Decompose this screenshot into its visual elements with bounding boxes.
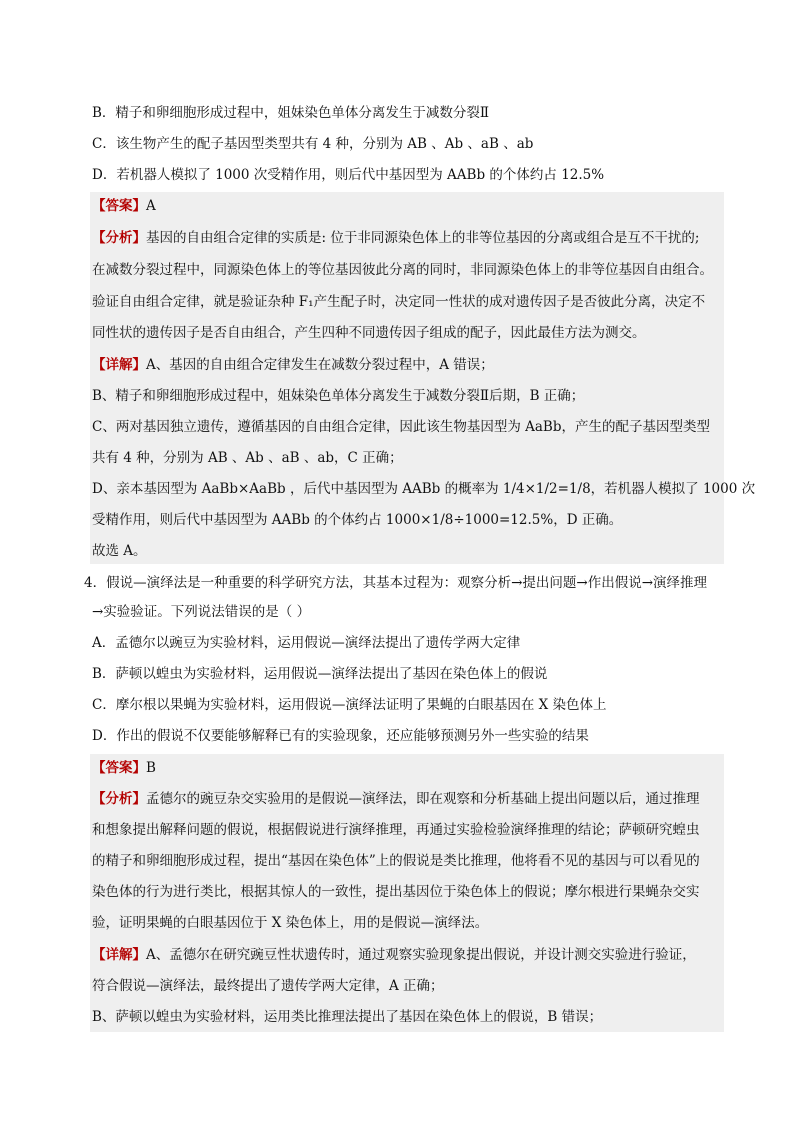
analysis-text: 验证自由组合定律，就是验证杂种 F₁产生配子时，决定同一性状的成对遗传因子是否彼此分离，决定不 [92, 294, 706, 310]
analysis-line [92, 227, 699, 249]
analysis-text: 在减数分裂过程中，同源染色体上的等位基因彼此分离的同时，非同源染色体上的非等位基因自由组合。 [92, 262, 713, 278]
q4-option-b: B．萨顿以蝗虫为实验材料，运用假说—演绎法提出了基因在染色体上的假说 [92, 666, 548, 682]
detail-text: B、萨顿以蝗虫为实验材料，运用类比推理法提出了基因在染色体上的假说，B 错误； [92, 1009, 603, 1025]
answer-value: A [146, 198, 156, 214]
option-d: D．若机器人模拟了 1000 次受精作用，则后代中基因型为 AABb 的个体约占 12.5% [92, 167, 605, 183]
analysis-tag: 【分析】 [92, 791, 146, 807]
analysis-text: 染色体的行为进行类比，根据其惊人的一致性，提出基因位于染色体上的假说；摩尔根进行果蝇杂交实 [92, 884, 700, 900]
detail-text: 故选 A。 [92, 543, 147, 559]
answer-line [92, 195, 156, 217]
detail-line [92, 354, 494, 376]
detail-text: 共有 4 种，分别为 AB 、Ab 、aB 、ab，C 正确； [92, 450, 403, 466]
q4-analysis-line [92, 788, 700, 810]
detail-text: A、孟德尔在研究豌豆性状遗传时，通过观察实验现象提出假说，并设计测交实验进行验证， [146, 947, 696, 963]
q4-answer-line [92, 757, 156, 779]
detail-text: C、两对基因独立遗传，遵循基因的自由组合定律，因此该生物基因型为 AaBb，产生的配子基因型类型 [92, 419, 710, 435]
detail-text: 符合假说—演绎法，最终提出了遗传学两大定律，A 正确； [92, 978, 444, 994]
q4-option-a: A．孟德尔以豌豆为实验材料，运用假说—演绎法提出了遗传学两大定律 [92, 635, 521, 651]
answer-tag: 【答案】 [92, 198, 146, 214]
detail-text: D、亲本基因型为 AaBb×AaBb ，后代中基因型为 AABb 的概率为 1/4×1/2=1/8，若机器人模拟了 1000 次 [92, 481, 756, 497]
question-stem: →实验验证。下列说法错误的是（ ） [92, 604, 311, 620]
analysis-text: 和想象提出解释问题的假说，根据假说进行演绎推理，再通过实验检验演绎推理的结论；萨顿研究蝗虫 [92, 822, 700, 838]
analysis-text: 同性状的遗传因子是否自由组合，产生四种不同遗传因子组成的配子，因此最佳方法为测交。 [92, 325, 646, 341]
q4-option-d: D．作出的假说不仅要能够解释已有的实验现象，还应能够预测另外一些实验的结果 [92, 728, 589, 744]
detail-text: B、精子和卵细胞形成过程中，姐妹染色单体分离发生于减数分裂Ⅱ后期，B 正确； [92, 388, 585, 404]
detail-text: A、基因的自由组合定律发生在减数分裂过程中，A 错误； [146, 357, 494, 373]
option-b: B．精子和卵细胞形成过程中，姐妹染色单体分离发生于减数分裂Ⅱ [92, 105, 490, 121]
detail-tag: 【详解】 [92, 947, 146, 963]
question-stem: 4．假说—演绎法是一种重要的科学研究方法，其基本过程为：观察分析→提出问题→作出假说→演绎推理 [84, 575, 708, 591]
detail-tag: 【详解】 [92, 357, 146, 373]
detail-text: 受精作用，则后代中基因型为 AABb 的个体约占 1000×1/8÷1000=12.5%，D 正确。 [92, 512, 623, 528]
option-c: C．该生物产生的配子基因型类型共有 4 种，分别为 AB 、Ab 、aB 、ab [92, 136, 534, 152]
answer-value: B [146, 760, 156, 776]
q4-detail-line [92, 944, 696, 966]
analysis-tag: 【分析】 [92, 230, 146, 246]
analysis-text: 孟德尔的豌豆杂交实验用的是假说—演绎法，即在观察和分析基础上提出问题以后，通过推理 [146, 791, 700, 807]
q4-option-c: C．摩尔根以果蝇为实验材料，运用假说—演绎法证明了果蝇的白眼基因在 X 染色体上 [92, 697, 607, 713]
answer-tag: 【答案】 [92, 760, 146, 776]
analysis-text: 的精子和卵细胞形成过程，提出“基因在染色体”上的假说是类比推理，他将看不见的基因与可以看见的 [92, 853, 700, 869]
analysis-text: 验，证明果蝇的白眼基因位于 X 染色体上，用的是假说—演绎法。 [92, 915, 489, 931]
analysis-text: 基因的自由组合定律的实质是: 位于非同源染色体上的非等位基因的分离或组合是互不干扰的; [146, 230, 700, 246]
